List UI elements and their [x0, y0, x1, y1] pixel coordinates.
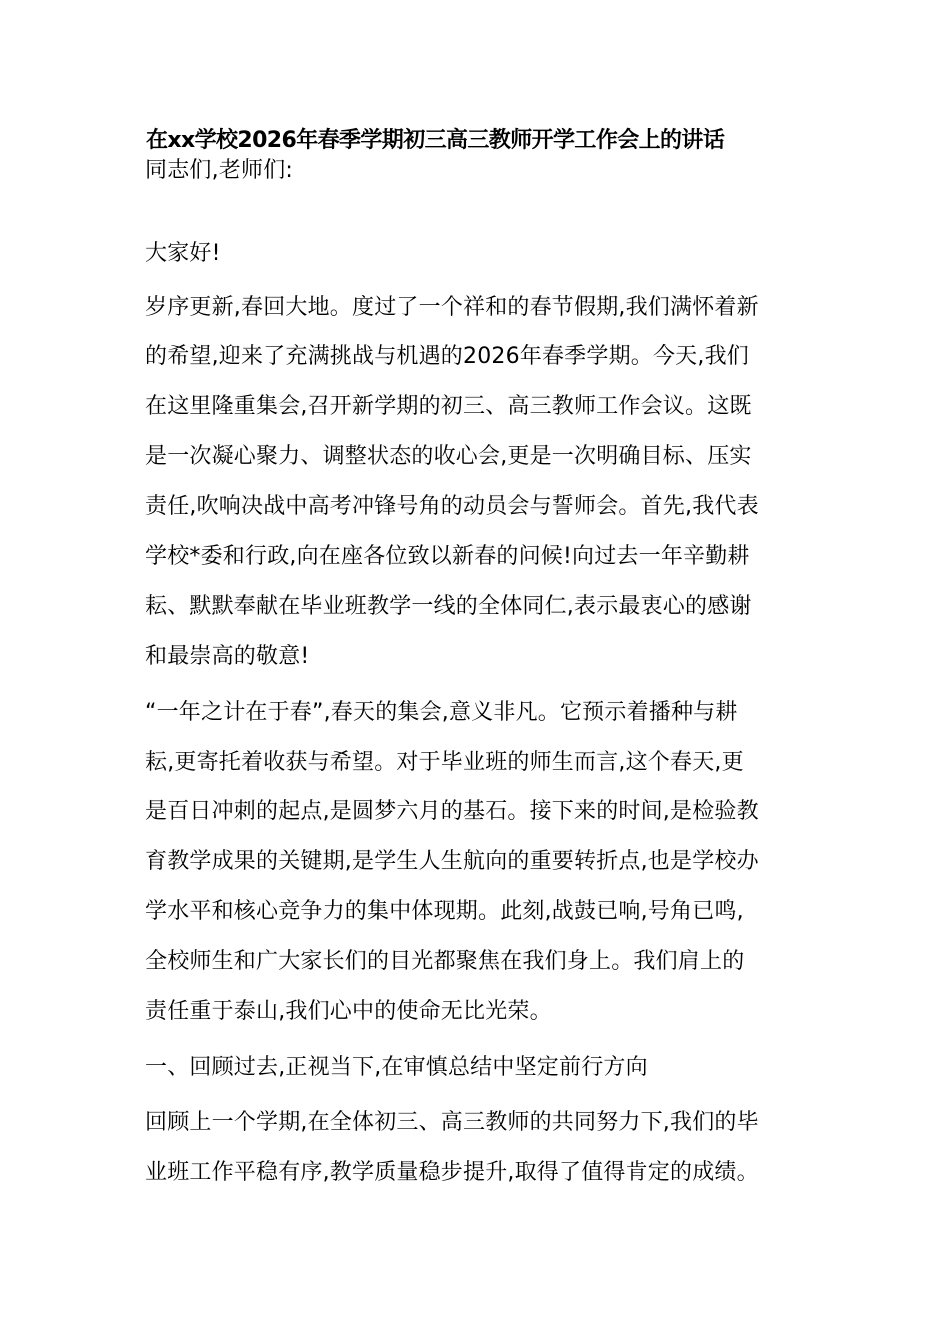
paragraph-line: “一年之计在于春”,春天的集会,意义非凡。它预示着播种与耕	[145, 700, 738, 725]
paragraph-line: 业班工作平稳有序,教学质量稳步提升,取得了值得肯定的成绩。	[145, 1160, 759, 1185]
paragraph-line: 学水平和核心竞争力的集中体现期。此刻,战鼓已响,号角已鸣,	[145, 899, 744, 924]
hello: 大家好!	[145, 241, 221, 266]
greeting: 同志们,老师们:	[145, 158, 294, 183]
paragraph-line: 责任,吹响决战中高考冲锋号角的动员会与誓师会。首先,我代表	[145, 494, 759, 519]
paragraph-line: 学校*委和行政,向在座各位致以新春的问候!向过去一年辛勤耕	[145, 544, 750, 569]
document-title: 在xx学校2026年春季学期初三高三教师开学工作会上的讲话	[146, 128, 725, 153]
section-heading: 一、回顾过去,正视当下,在审慎总结中坚定前行方向	[145, 1055, 648, 1080]
paragraph-line: 回顾上一个学期,在全体初三、高三教师的共同努力下,我们的毕	[145, 1110, 759, 1135]
paragraph-line: 和最崇高的敬意!	[145, 644, 310, 669]
paragraph-line: 耘、默默奉献在毕业班教学一线的全体同仁,表示最衷心的感谢	[145, 594, 752, 619]
paragraph-line: 在这里隆重集会,召开新学期的初三、高三教师工作会议。这既	[145, 394, 752, 419]
paragraph-line: 责任重于泰山,我们心中的使命无比光荣。	[145, 999, 552, 1024]
paragraph-line: 是一次凝心聚力、调整状态的收心会,更是一次明确目标、压实	[145, 444, 752, 469]
paragraph-line: 全校师生和广大家长们的目光都聚焦在我们身上。我们肩上的	[145, 949, 745, 974]
paragraph-line: 育教学成果的关键期,是学生人生航向的重要转折点,也是学校办	[145, 849, 759, 874]
paragraph-line: 的希望,迎来了充满挑战与机遇的2026年春季学期。今天,我们	[145, 344, 749, 369]
paragraph-line: 耘,更寄托着收获与希望。对于毕业班的师生而言,这个春天,更	[145, 750, 744, 775]
paragraph-line: 岁序更新,春回大地。度过了一个祥和的春节假期,我们满怀着新	[145, 295, 759, 320]
paragraph-line: 是百日冲刺的起点,是圆梦六月的基石。接下来的时间,是检验教	[145, 799, 759, 824]
